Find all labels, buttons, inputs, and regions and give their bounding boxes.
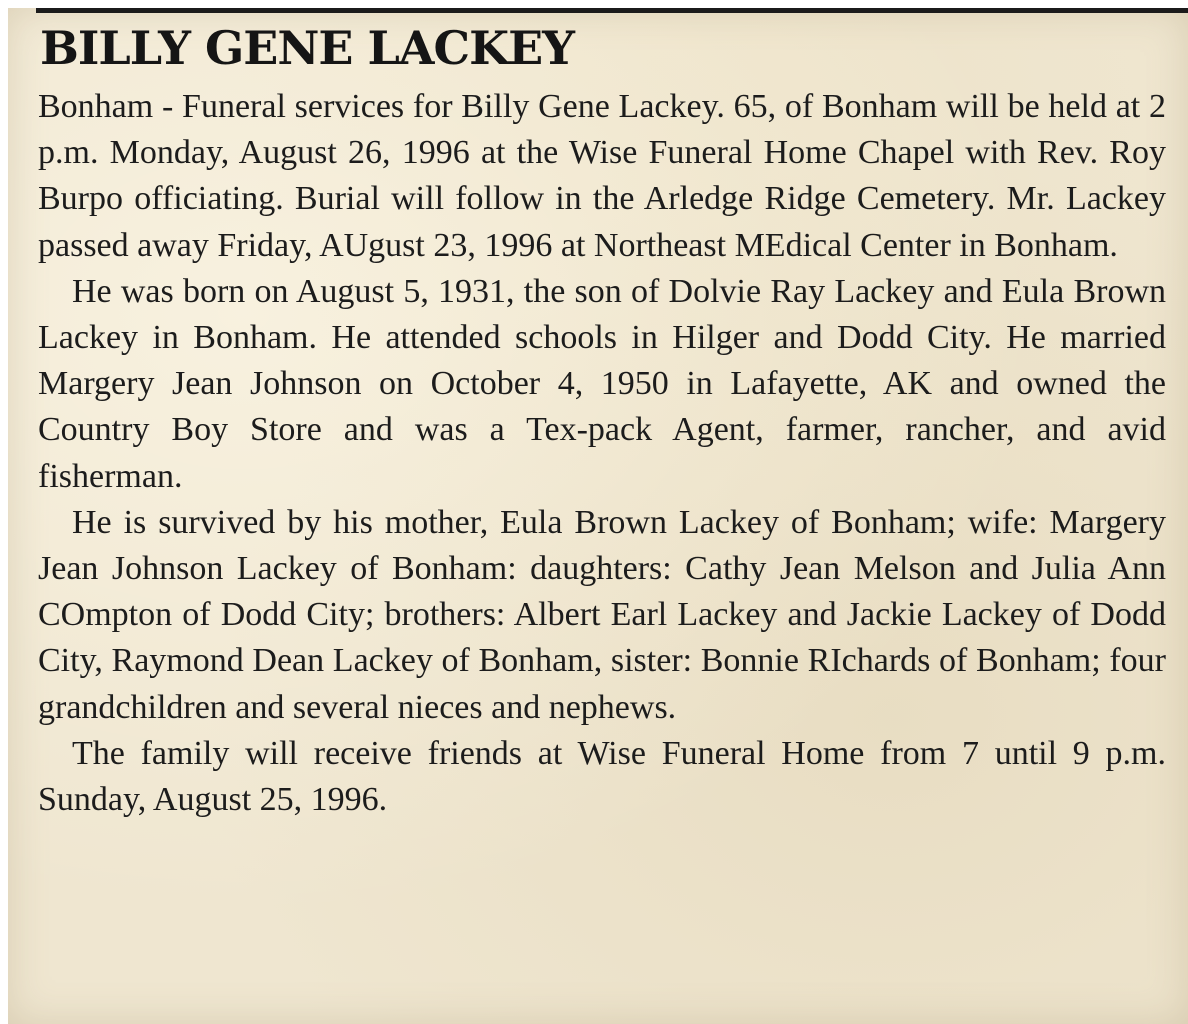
paragraph-funeral-services: Bonham - Funeral services for Billy Gene Lackey. 65, of Bonham will be held at 2 p.m. Monday, August 26, 1996 at the Wise Funeral Home Chapel with Rev. Roy Burpo officiating. Burial will follow in the Arledge Ridge Cemetery. Mr. Lackey passed away Friday, AUgust 23, 1996 at Northeast MEdical Center in Bonham. [38,88,1166,264]
paragraph-visitation: The family will receive friends at Wise Funeral Home from 7 until 9 p.m. Sunday, August 25, 1996. [38,734,1166,819]
top-rule-divider [36,8,1188,13]
newspaper-clipping [8,8,1188,1024]
obituary-body [38,84,1166,823]
paragraph-survivors: He is survived by his mother, Eula Brown Lackey of Bonham; wife: Margery Jean Johnson Lackey of Bonham: daughters: Cathy Jean Melson and Julia Ann COmpton of Dodd City; brothers: Albert Earl Lackey and Jackie Lackey of Dodd City, Raymond Dean Lackey of Bonham, sister: Bonnie RIchards of Bonham; four grandchildren and several nieces and nephews. [38,503,1166,726]
paragraph-biography: He was born on August 5, 1931, the son of Dolvie Ray Lackey and Eula Brown Lackey in Bonham. He attended schools in Hilger and Dodd City. He married Margery Jean Johnson on October 4, 1950 in Lafayette, AK and owned the Country Boy Store and was a Tex-pack Agent, farmer, rancher, and avid fisherman. [38,272,1166,495]
obituary-headline: BILLY GENE LACKEY [40,21,574,75]
